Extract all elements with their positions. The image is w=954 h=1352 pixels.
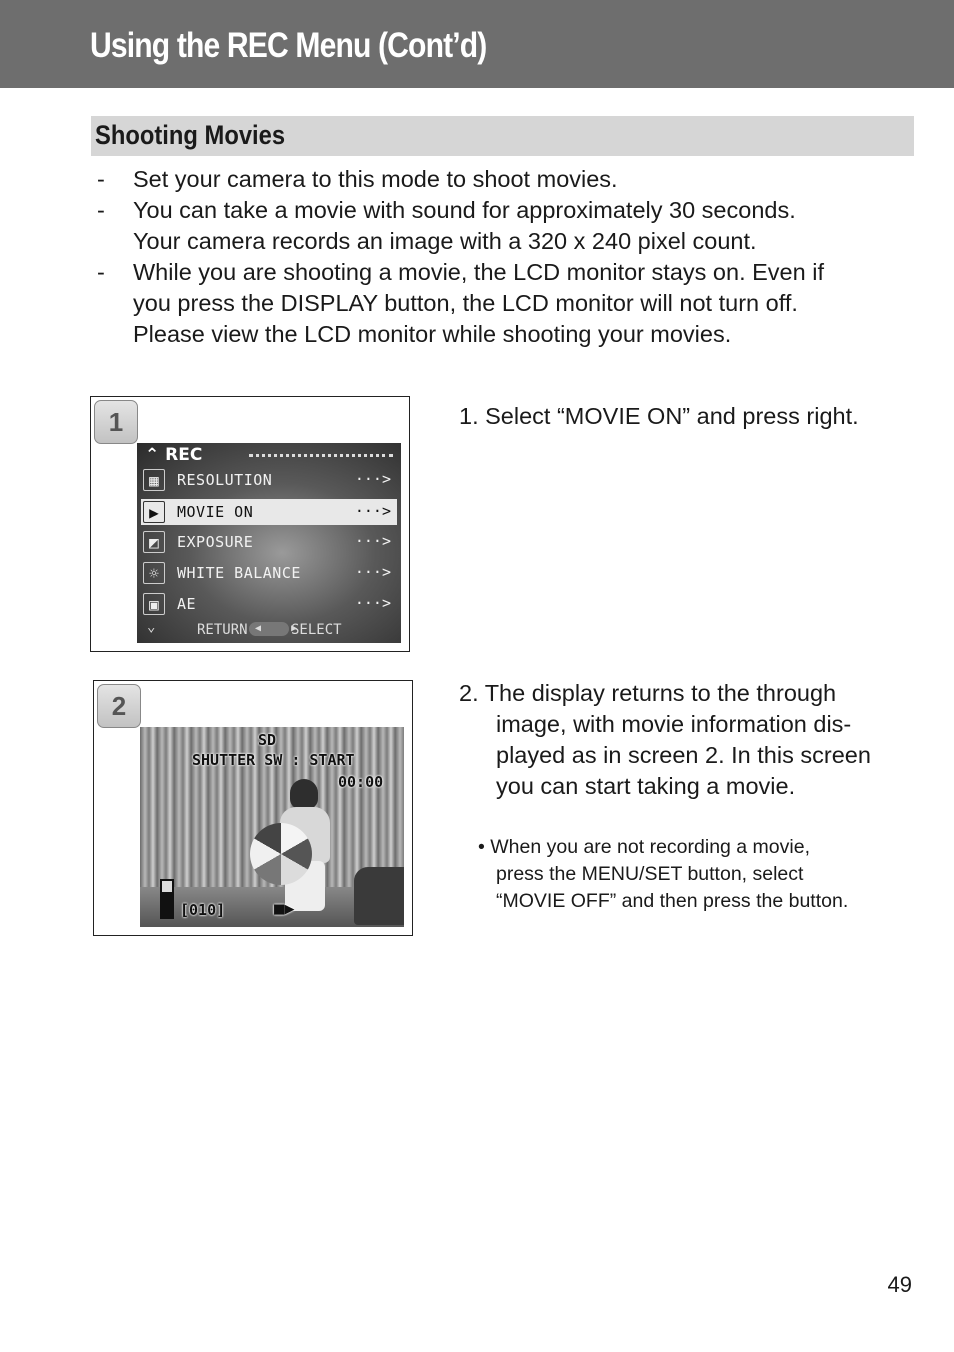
menu-item-movie-on[interactable]: [141, 499, 397, 525]
chevron-right-icon: ···>: [354, 563, 391, 581]
chevron-up-icon: ⌃: [145, 445, 160, 465]
bullet-line: You can take a movie with sound for approximately 30 seconds.: [133, 197, 796, 223]
note-line: press the MENU/SET button, select: [496, 863, 804, 885]
menu-item-label: AE: [177, 595, 197, 613]
screen-2-illustration: [93, 680, 413, 936]
armchair: [354, 867, 404, 925]
bullet-line: Set your camera to this mode to shoot movies.: [133, 166, 618, 192]
chevron-right-icon: ···>: [354, 532, 391, 550]
white-balance-icon: ☼: [143, 562, 165, 584]
section-title: Shooting Movies: [95, 120, 286, 150]
bullet-dash: -: [97, 259, 105, 285]
bullet-item: [95, 195, 915, 257]
rec-menu-header: [145, 445, 202, 465]
left-right-pad-icon: ◀ ▶: [249, 623, 298, 634]
bullet-line: While you are shooting a movie, the LCD monitor stays on. Even if: [133, 259, 824, 285]
section-header: [91, 116, 914, 156]
chevron-right-icon: ···>: [354, 470, 391, 488]
chevron-down-icon: ⌄: [147, 619, 156, 635]
bullet-dash: -: [97, 197, 105, 223]
bullet-dash: -: [97, 166, 105, 192]
bullet-item: [95, 164, 915, 195]
menu-scroll-dots: [249, 454, 393, 457]
step-1-text: 1. Select “MOVIE ON” and press right.: [459, 403, 859, 429]
menu-item-resolution[interactable]: [141, 467, 397, 493]
beach-ball: [250, 823, 312, 885]
return-label: RETURN: [197, 622, 248, 638]
bullet-line: Please view the LCD monitor while shooting your movies.: [133, 321, 732, 347]
page-title: Using the REC Menu (Cont’d): [90, 26, 487, 65]
menu-item-label: EXPOSURE: [177, 533, 254, 551]
bullet-line: you press the DISPLAY button, the LCD monitor will not turn off.: [133, 290, 798, 316]
menu-item-white-balance[interactable]: [141, 560, 397, 586]
step-2-line: image, with movie information dis-: [496, 711, 852, 737]
movie-preview-photo: [140, 727, 404, 927]
menu-item-label: WHITE BALANCE: [177, 564, 301, 582]
menu-item-label: MOVIE ON: [177, 503, 254, 521]
osd-media: SD: [258, 731, 277, 749]
note-line: • When you are not recording a movie,: [478, 836, 810, 858]
child-head: [290, 779, 318, 809]
movie-camera-icon: ■▶: [274, 899, 295, 919]
chevron-right-icon: ···>: [354, 594, 391, 612]
step-badge-2: 2: [97, 684, 141, 728]
menu-item-exposure[interactable]: [141, 529, 397, 555]
select-label: SELECT: [291, 622, 342, 638]
step-2-note: [478, 834, 918, 915]
page-number: 49: [887, 1272, 912, 1297]
intro-bullet-list: [95, 164, 915, 350]
step-2-line: 2. The display returns to the through: [459, 680, 837, 706]
exposure-icon: ◩: [143, 531, 165, 553]
screen-1-illustration: [90, 396, 410, 652]
step-2-line: you can start taking a movie.: [496, 773, 796, 799]
osd-timer: 00:00: [338, 773, 384, 791]
step-2-text: [459, 678, 919, 802]
battery-icon: [160, 879, 174, 919]
step-2-line: played as in screen 2. In this screen: [496, 742, 871, 768]
osd-frame-count: [010]: [180, 901, 226, 919]
movie-camera-icon: ▶: [143, 501, 165, 523]
menu-footer: [137, 619, 401, 641]
menu-item-label: RESOLUTION: [177, 471, 273, 489]
bullet-item: [95, 257, 915, 350]
step-badge-1: 1: [94, 400, 138, 444]
resolution-icon: ▦: [143, 469, 165, 491]
osd-shutter-instruction: SHUTTER SW : START: [192, 751, 355, 769]
menu-item-ae[interactable]: [141, 591, 397, 617]
ae-icon: ▣: [143, 593, 165, 615]
lcd-rec-menu: [137, 443, 401, 643]
note-line: “MOVIE OFF” and then press the button.: [496, 890, 849, 912]
chevron-right-icon: ···>: [354, 502, 391, 520]
rec-menu-title: REC: [165, 445, 203, 465]
page-header: [0, 0, 954, 88]
bullet-line: Your camera records an image with a 320 x 240 pixel count.: [133, 228, 757, 254]
